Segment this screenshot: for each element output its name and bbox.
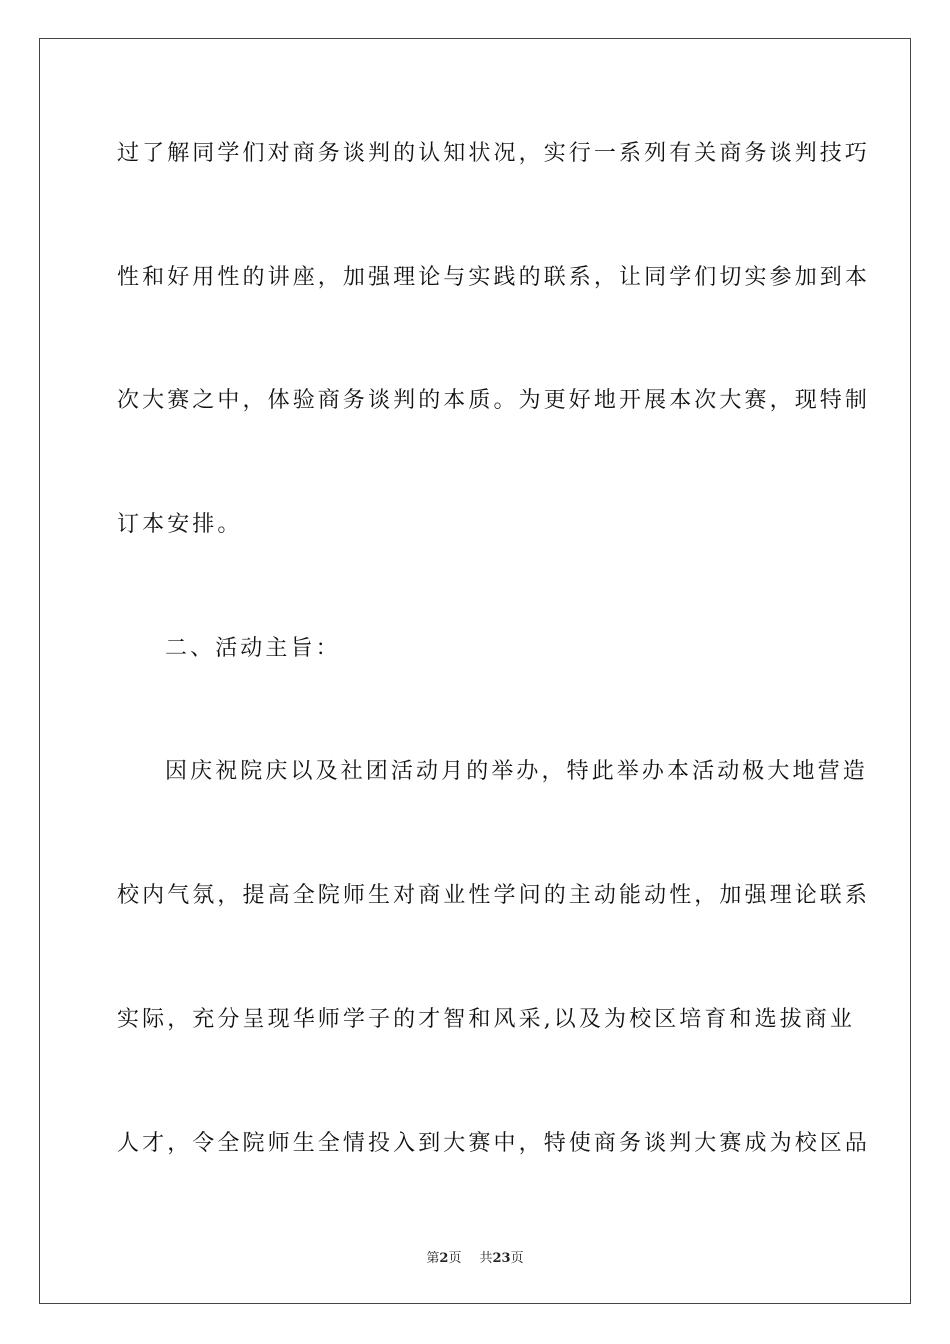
body-text <box>117 130 871 1243</box>
text-line: 因庆祝院庆以及社团活动月的举办，特此举办本活动极大地营造 <box>165 759 868 785</box>
total-prefix: 共 <box>479 1251 493 1266</box>
text-line: 性和好用性的讲座，加强理论与实践的联系，让同学们切实参加到本 <box>117 264 871 290</box>
page-number: 2 <box>439 1251 449 1266</box>
text-line: 次大赛之中，体验商务谈判的本质。为更好地开展本次大赛，现特制 <box>117 388 871 414</box>
total-suffix: 页 <box>510 1251 524 1266</box>
section-heading: 二、活动主旨： <box>165 635 341 661</box>
text-line: 过了解同学们对商务谈判的认知状况，实行一系列有关商务谈判技巧 <box>117 141 871 166</box>
text-line: 实际，充分呈现华师学子的才智和风采,以及为校区培育和选拔商业 <box>117 1006 855 1032</box>
text-line: 人才，令全院师生全情投入到大赛中，特使商务谈判大赛成为校区品 <box>117 1130 871 1156</box>
page-suffix: 页 <box>448 1251 462 1266</box>
page-prefix: 第 <box>426 1251 440 1266</box>
text-line: 订本安排。 <box>117 512 243 538</box>
total-pages: 23 <box>492 1251 511 1266</box>
text-line: 校内气氛，提高全院师生对商业性学问的主动能动性，加强理论联系 <box>117 883 871 909</box>
page-footer <box>0 1247 950 1266</box>
